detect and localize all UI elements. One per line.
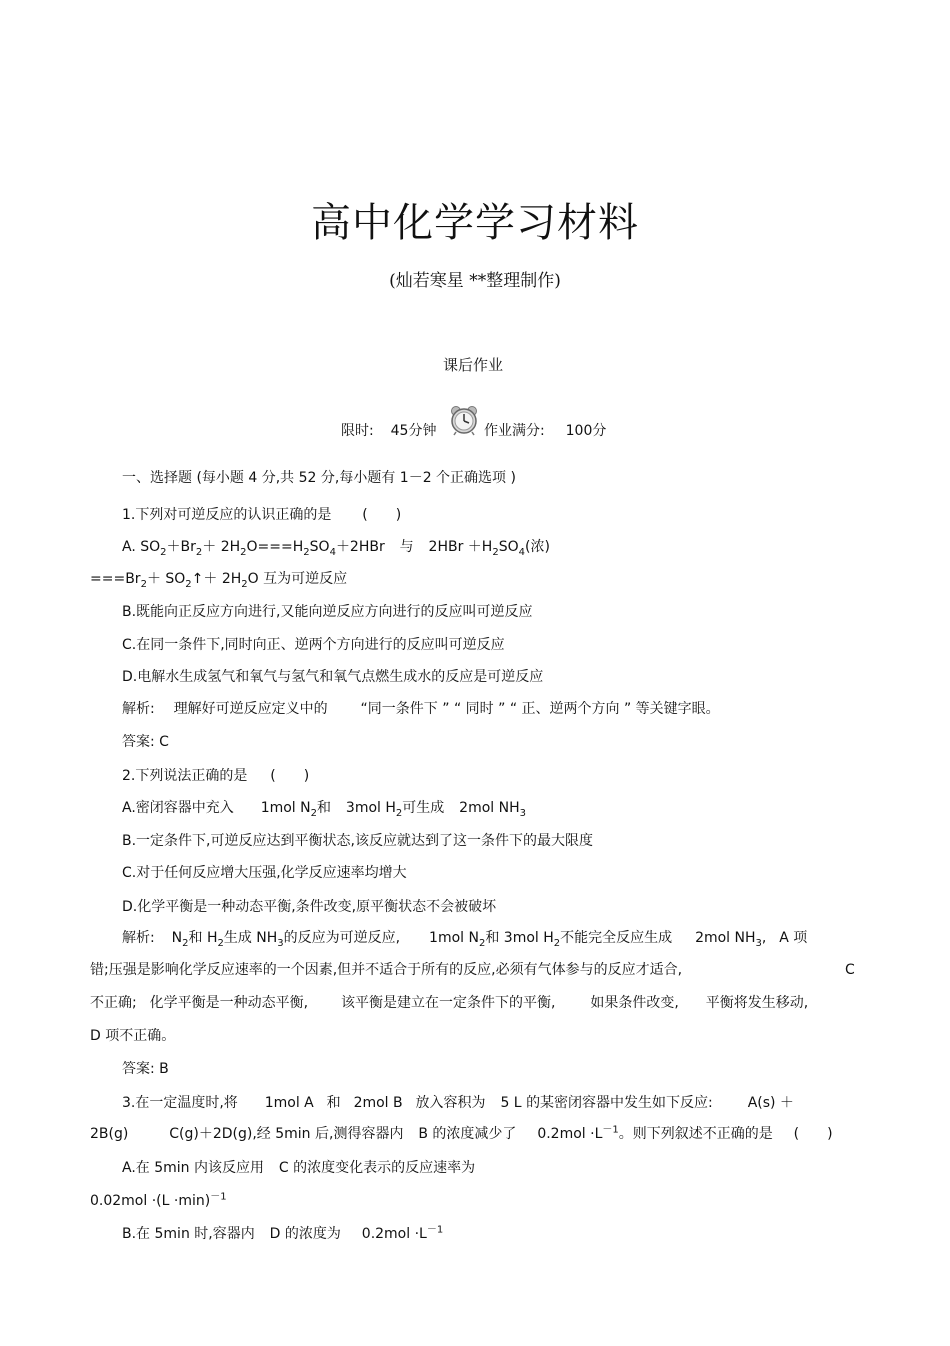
formula-part: ＋ SO	[146, 571, 186, 587]
text-part: B.在	[122, 1226, 151, 1242]
text-part: N	[171, 930, 183, 946]
text-part: 生成	[223, 930, 252, 946]
analysis-text: “同一条件下 ”	[360, 701, 450, 717]
text-part: 不能完全反应生成	[560, 930, 673, 946]
text-part: 和	[485, 930, 500, 946]
text-part: ( )	[793, 1126, 833, 1142]
text-part: C(g)＋2D(g),经	[169, 1126, 271, 1142]
text-part: 3mol H	[345, 800, 396, 816]
part-heading: 一、选择题 (每小题 4 分,共 52 分,每小题有 1－2 个正确选项 )	[122, 470, 516, 486]
subscript: 2	[310, 807, 317, 819]
q2-paren: ( )	[270, 768, 310, 784]
q2-option-b: B.一定条件下,可逆反应达到平衡状态,该反应就达到了这一条件下的最大限度	[122, 833, 593, 849]
q1-option-a-cont	[90, 570, 347, 588]
text-part: 的浓度变化表示的反应速率为	[293, 1160, 476, 1176]
q3-stem-line1	[122, 1094, 794, 1112]
text-part: 5min	[154, 1160, 190, 1176]
subscript: 2	[160, 546, 167, 558]
text-part: 5min	[154, 1226, 190, 1242]
text-part: 平衡将发生移动,	[705, 995, 809, 1011]
formula-part: ===Br	[90, 571, 141, 587]
text-part: 如果条件改变,	[590, 995, 679, 1011]
time-limit	[341, 422, 436, 440]
text-part: 0.2mol ·L	[537, 1126, 603, 1142]
subscript: 2	[240, 546, 247, 558]
subscript: 2	[140, 578, 147, 590]
superscript: －1	[602, 1124, 619, 1136]
text-part: 1mol N	[429, 930, 479, 946]
q2-analysis-line4: D 项不正确。	[90, 1028, 176, 1044]
q2-answer: 答案: B	[122, 1061, 169, 1077]
subscript: 2	[395, 807, 403, 819]
subscript: 2	[182, 937, 189, 949]
q1-paren: ( )	[362, 507, 402, 523]
formula-part: SO	[498, 539, 519, 555]
alarm-clock-icon	[447, 403, 481, 437]
text-part: 5 L	[500, 1095, 522, 1111]
text-part: 5min	[275, 1126, 311, 1142]
analysis-text: 理解好可逆反应定义中的	[173, 701, 328, 717]
text-part: 内该反应用	[194, 1160, 264, 1176]
text-part: H	[206, 930, 218, 946]
superscript: －1	[426, 1224, 444, 1236]
superscript: －1	[210, 1191, 227, 1203]
q1-analysis	[122, 700, 720, 718]
analysis-text: “ 正、逆两个方向 ”	[509, 701, 632, 717]
text-part: 3mol H	[503, 930, 554, 946]
text-part: ,	[761, 930, 767, 946]
formula-part: ＋Br	[166, 539, 196, 555]
text-part: 放入容积为	[415, 1095, 486, 1111]
text-part: A.在	[122, 1160, 150, 1176]
text-part: 2mol NH	[459, 800, 520, 816]
formula-part: (浓)	[524, 539, 550, 555]
subscript: 4	[329, 546, 336, 558]
analysis-text: 等关键字眼。	[635, 701, 720, 717]
text-part: C	[278, 1160, 289, 1176]
q3-stem-line2	[90, 1125, 833, 1143]
formula-part: O 互为可逆反应	[247, 571, 348, 587]
text-part: 和	[326, 1095, 341, 1111]
text-part: 0.2mol ·L	[361, 1226, 427, 1242]
text-part: 可生成	[402, 800, 445, 816]
text-part: 化学平衡是一种动态平衡,	[149, 995, 309, 1011]
q2-stem-text: 2.下列说法正确的是	[122, 768, 248, 784]
text-part: 的浓度为	[284, 1226, 341, 1242]
text-part: 2mol B	[353, 1095, 403, 1111]
q3-option-b	[122, 1225, 443, 1243]
subscript: 2	[185, 578, 192, 590]
text-part: A(s) ＋	[747, 1095, 794, 1111]
time-limit-value: 45分钟	[390, 423, 437, 439]
formula-part: ↑＋ 2H	[191, 571, 242, 587]
text-part: 的浓度减少了	[432, 1126, 517, 1142]
text-part: 和	[317, 800, 331, 816]
text-part: 后,测得容器内	[315, 1126, 404, 1142]
formula-part: O===H	[246, 539, 304, 555]
q3-option-a	[122, 1159, 475, 1177]
text-part: 该平衡是建立在一定条件下的平衡,	[340, 995, 556, 1011]
text-part: 3.在一定温度时,将	[122, 1095, 238, 1111]
analysis-text: “ 同时 ”	[453, 701, 506, 717]
text-part: 不正确;	[90, 995, 137, 1011]
subscript: 2	[195, 546, 203, 558]
analysis-label: 解析:	[122, 701, 155, 717]
text-part: A 项	[779, 930, 808, 946]
q2-analysis-line3	[90, 994, 808, 1012]
text-part: 2mol NH	[695, 930, 756, 946]
analysis-label: 解析:	[122, 930, 155, 946]
q1-stem-text: 1.下列对可逆反应的认识正确的是	[122, 507, 332, 523]
text-part: B	[418, 1126, 428, 1142]
text-part: 2B(g)	[90, 1126, 129, 1142]
q2-option-d: D.化学平衡是一种动态平衡,条件改变,原平衡状态不会被破坏	[122, 899, 497, 915]
score-total	[484, 422, 606, 440]
subscript: 2	[303, 546, 310, 558]
subscript: 4	[518, 546, 525, 558]
q2-stem	[122, 767, 309, 785]
text-part: 1mol A	[264, 1095, 314, 1111]
text-part: NH	[256, 930, 278, 946]
q3-option-a-cont	[90, 1192, 227, 1210]
subscript: 2	[241, 578, 248, 590]
text-part: 的反应为可逆反应,	[283, 930, 401, 946]
time-limit-label: 限时:	[341, 423, 374, 439]
section-title: 课后作业	[443, 356, 504, 374]
subscript: 3	[277, 937, 284, 949]
subscript: 3	[755, 937, 762, 949]
page-title: 高中化学学习材料	[311, 200, 639, 246]
q2-analysis-line2-end: C	[845, 962, 855, 978]
formula-part: 与	[399, 539, 414, 555]
text-part: 。则下列叙述不正确的是	[618, 1126, 773, 1142]
subscript: 2	[217, 937, 224, 949]
subscript: 3	[519, 807, 526, 819]
q1-option-d: D.电解水生成氢气和氧气与氢气和氧气点燃生成水的反应是可逆反应	[122, 669, 544, 685]
q1-a-label: A.	[122, 539, 136, 555]
formula-part: SO	[140, 539, 161, 555]
page-subtitle: (灿若寒星 **整理制作)	[389, 271, 561, 291]
q2-analysis-line1	[122, 929, 807, 947]
subscript: 2	[553, 937, 561, 949]
subscript: 2	[478, 937, 486, 949]
score-value: 100分	[565, 423, 607, 439]
formula-part: ＋ 2H	[202, 539, 241, 555]
text-part: 0.02mol ·(L ·min)	[90, 1193, 211, 1209]
q1-option-b: B.既能向正反应方向进行,又能向逆反应方向进行的反应叫可逆反应	[122, 604, 533, 620]
formula-part: ＋2HBr	[335, 539, 385, 555]
q1-answer: 答案: C	[122, 734, 169, 750]
q1-stem	[122, 506, 401, 524]
q1-option-c: C.在同一条件下,同时向正、逆两个方向进行的反应叫可逆反应	[122, 637, 505, 653]
q2-option-a	[122, 799, 526, 817]
text-part: 和	[188, 930, 203, 946]
q2-analysis-line2: 错;压强是影响化学反应速率的一个因素,但并不适合于所有的反应,必须有气体参与的反应才适合,	[90, 962, 683, 978]
text-part: A.密闭容器中充入	[122, 800, 234, 816]
subscript: 2	[492, 546, 499, 558]
formula-part: 2HBr ＋H	[428, 539, 493, 555]
q2-option-c: C.对于任何反应增大压强,化学反应速率均增大	[122, 865, 407, 881]
formula-part: SO	[309, 539, 330, 555]
q1-option-a	[122, 538, 550, 556]
text-part: 1mol N	[260, 800, 311, 816]
text-part: 时,容器内	[194, 1226, 255, 1242]
text-part: D	[269, 1226, 281, 1242]
score-label: 作业满分:	[484, 423, 545, 439]
text-part: 的某密闭容器中发生如下反应:	[526, 1095, 713, 1111]
